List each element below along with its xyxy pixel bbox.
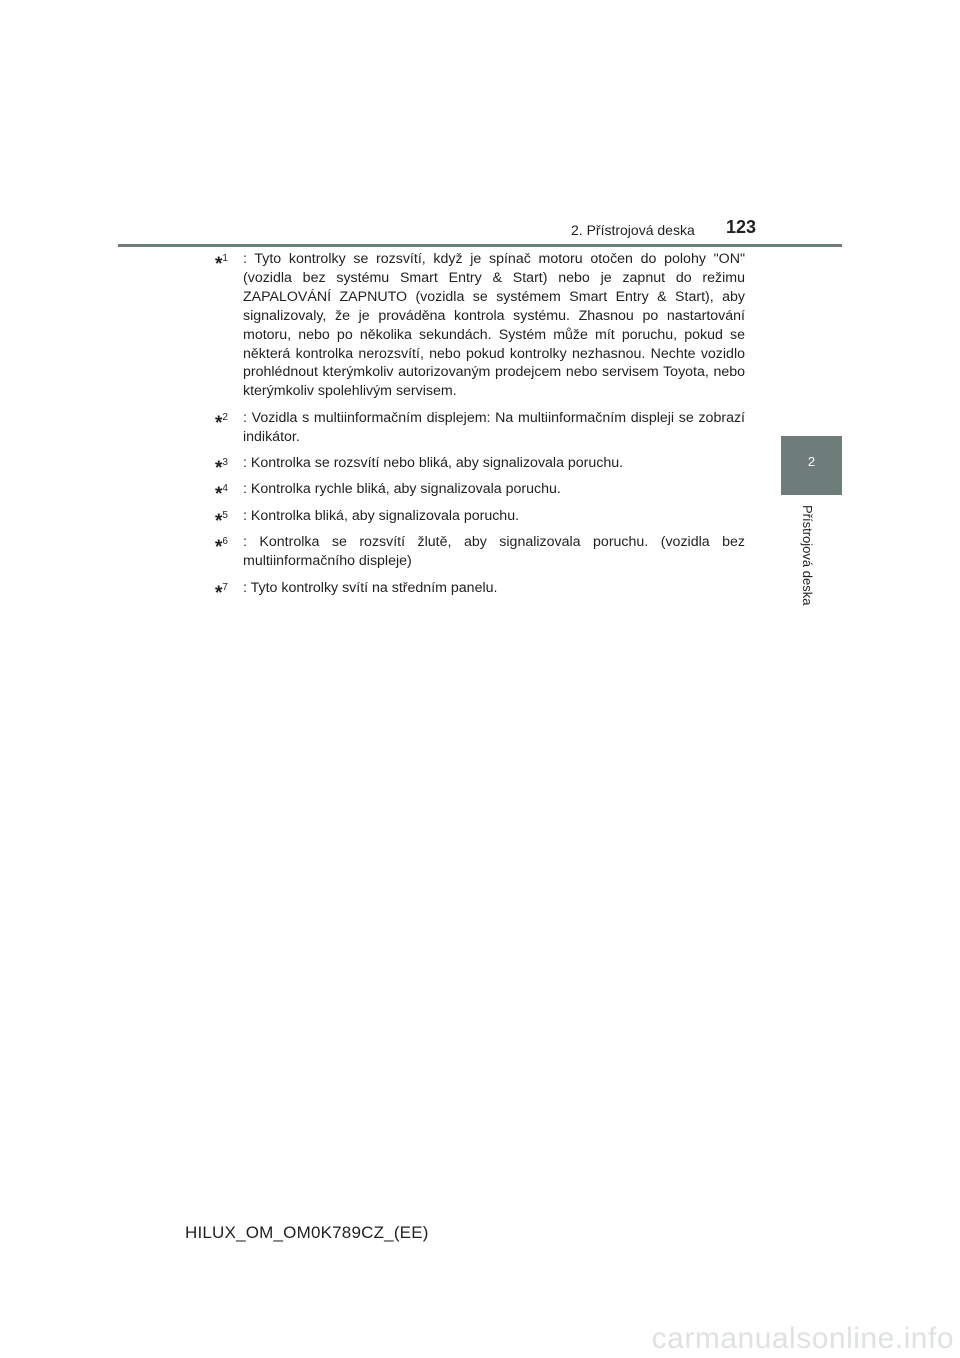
footnote-marker — [215, 579, 228, 604]
footnote-marker — [215, 409, 228, 434]
footnote-item — [215, 250, 745, 401]
footnote-marker — [215, 533, 228, 558]
footnote-item — [215, 579, 745, 604]
footnote-marker — [215, 480, 228, 505]
watermark-logo: carmanualsonline.info — [651, 1322, 954, 1355]
footnote-number: 1 — [222, 253, 228, 264]
footnote-text: : Tyto kontrolky se rozsvítí, když je spínač motoru otočen do polohy "ON" (vozidla bez systému Smart Entry & Start) nebo je zapnut do režimu ZAPALOVÁNÍ ZAPNUTO (vozidla se systémem Smart Entry & Start), aby signalizovaly, že je prováděna kontrola systému. Zhasnou po nastartování motoru, nebo po několika sekundách. Systém může mít poruchu, pokud se některá kontrolka nerozsvítí, nebo pokud kontrolky nezhasnou. Nechte vozidlo prohlédnout kterýmkoliv autorizovaným prodejcem nebo servisem Toyota, nebo kterýmkoliv spolehlivým servisem. — [243, 251, 745, 400]
footnote-item — [215, 409, 745, 447]
footnote-text: : Kontrolka bliká, aby signalizovala poruchu. — [243, 507, 520, 524]
asterisk: * — [215, 510, 223, 532]
asterisk: * — [215, 412, 223, 434]
asterisk: * — [215, 582, 223, 604]
asterisk: * — [215, 254, 223, 275]
footnote-text: : Kontrolka se rozsvítí nebo bliká, aby signalizovala poruchu. — [243, 455, 624, 472]
footnote-number: 7 — [222, 581, 228, 593]
footnote-text: : Vozidla s multiinformačním displejem: Na multiinformačním displeji se zobrazí indikátor. — [243, 409, 745, 445]
chapter-side-label: Přístrojová deska — [800, 505, 815, 606]
footnote-marker — [215, 507, 228, 532]
footnote-item — [215, 454, 745, 480]
footnote-number: 3 — [222, 457, 228, 469]
footnote-marker — [215, 250, 228, 275]
asterisk: * — [215, 484, 223, 506]
footnote-number: 6 — [222, 536, 228, 548]
footnote-text: : Kontrolka rychle bliká, aby signalizovala poruchu. — [243, 481, 561, 498]
footnote-item — [215, 480, 745, 506]
document-code: HILUX_OM_OM0K789CZ_(EE) — [185, 1223, 429, 1242]
footnote-text: : Tyto kontrolky svítí na středním panelu. — [243, 579, 498, 596]
footnote-text: : Kontrolka se rozsvítí žlutě, aby signalizovala poruchu. (vozidla bez multiinformačního displeje) — [243, 534, 745, 570]
asterisk: * — [215, 458, 223, 480]
header-rule — [118, 244, 842, 247]
footnote-marker — [215, 454, 228, 479]
footnote-number: 4 — [222, 483, 228, 495]
chapter-tab-number: 2 — [807, 454, 816, 469]
section-title: 2. Přístrojová deska — [571, 222, 695, 238]
page-number: 123 — [726, 217, 757, 237]
chapter-tab — [781, 436, 842, 495]
footnote-number: 5 — [222, 509, 228, 521]
asterisk: * — [215, 537, 223, 559]
footnote-list — [215, 250, 745, 605]
footnote-item — [215, 533, 745, 571]
footnote-item — [215, 507, 745, 532]
footnote-number: 2 — [222, 411, 228, 423]
